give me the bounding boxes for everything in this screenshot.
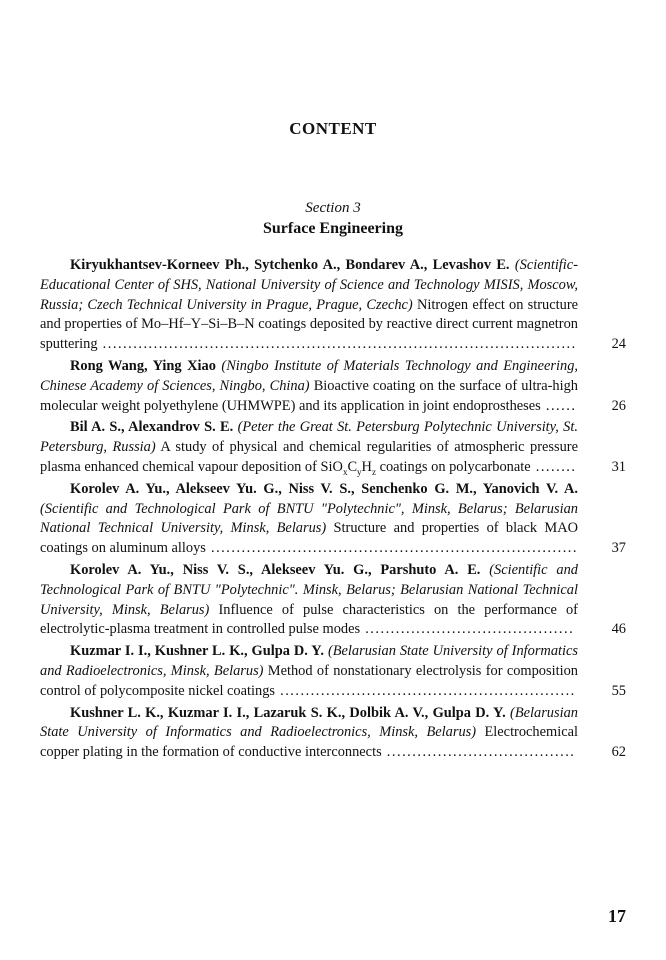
entry-authors: Kiryukhantsev-Korneev Ph., Sytchenko A., Bondarev A., Levashov E.: [70, 257, 510, 273]
toc-entry[interactable]: [40, 480, 626, 559]
entry-affiliation: (Scientific-Educational Center of SHS, National University of Science and Technology MISIS, Moscow, Russia; Czech Technical University in Prague, Prague, Czechc): [40, 257, 578, 313]
entry-affiliation: (Belarusian State University of Informatics and Radioelectronics, Minsk, Belarus): [40, 643, 578, 679]
entry-title: Electrochemical copper plating in the formation of conductive interconnects: [40, 724, 578, 761]
entry-authors: Rong Wang, Ying Xiao: [70, 357, 216, 374]
dot-leader: ......: [540, 397, 577, 414]
page-title: CONTENT: [289, 119, 377, 138]
entry-text: [40, 704, 578, 763]
entry-title: Method of nonstationary electrolysis for composition control of polycomposite nickel coatings: [40, 662, 578, 699]
entry-affiliation: (Peter the Great St. Petersburg Polytechnic University, St. Petersburg, Russia): [40, 419, 578, 456]
section-title: Surface Engineering: [263, 220, 403, 237]
dot-leader: ........................................................................: [205, 540, 579, 557]
entry-authors: Korolev A. Yu., Niss V. S., Alekseev Yu. G., Parshuto A. E.: [70, 561, 481, 578]
toc-entry[interactable]: [40, 704, 626, 763]
toc-entry[interactable]: [40, 642, 626, 701]
entry-authors: Kuzmar I. I., Kushner L. K., Gulpa D. Y.: [70, 643, 324, 660]
entry-authors: Korolev A. Yu., Alekseev Yu. G., Niss V. S., Senchenko G. M., Yanovich V. A.: [70, 480, 578, 497]
entry-authors: Bil A. S., Alexandrov S. E.: [70, 419, 234, 436]
toc-entry[interactable]: [40, 418, 626, 477]
entry-title: Nitrogen effect on structure and properties of Mo–Hf–Y–Si–B–N coatings deposited by reactive direct current magnetron sputtering: [40, 296, 579, 353]
table-of-contents: [40, 256, 626, 765]
entry-text: [40, 418, 578, 477]
entry-text: [40, 357, 578, 416]
dot-leader: .....................................: [381, 744, 576, 761]
entry-text: [40, 642, 578, 701]
entry-title: Influence of pulse characteristics on the performance of electrolytic-plasma treatment in controlled pulse modes: [40, 601, 578, 638]
entry-page: 55: [611, 682, 626, 699]
entry-page: 31: [611, 458, 626, 475]
section-label: Section 3: [305, 200, 361, 216]
entry-page: 26: [611, 397, 626, 414]
toc-entry[interactable]: [40, 256, 626, 355]
entry-affiliation: (Scientific and Technological Park of BNTU "Polytechnic", Minsk, Belarus; Belarusian National Technical University, Minsk, Belarus): [40, 500, 578, 537]
dot-leader: .........................................: [360, 621, 575, 638]
entry-title: Bioactive coating on the surface of ultra-high molecular weight polyethylene (UHMWPE) and its application in joint endoprostheses: [40, 377, 578, 414]
entry-affiliation: (Ningbo Institute of Materials Technology and Engineering, Chinese Academy of Sciences, Ningbo, China): [40, 357, 578, 394]
entry-page: 62: [611, 744, 626, 761]
dot-leader: ........: [530, 458, 577, 475]
entry-text: [40, 561, 578, 640]
entry-text: [40, 480, 578, 559]
entry-affiliation: (Scientific and Technological Park of BNTU "Polytechnic". Minsk, Belarus; Belarusian National Technical University, Minsk, Belarus): [40, 561, 578, 618]
entry-authors: Kushner L. K., Kuzmar I. I., Lazaruk S. K., Dolbik A. V., Gulpa D. Y.: [70, 704, 506, 721]
toc-entry[interactable]: [40, 561, 626, 640]
entry-page: 46: [611, 621, 626, 638]
dot-leader: .............................................................................................: [97, 336, 577, 353]
entry-page: 24: [611, 336, 626, 353]
entry-page: 37: [611, 540, 626, 557]
entry-title-tail: coatings on polycarbonate: [379, 458, 531, 475]
page-number: 17: [608, 906, 626, 926]
entry-title: Structure and properties of black MAO coatings on aluminum alloys: [40, 520, 578, 557]
chemical-formula: $SiO_xC_yH_z$: [320, 458, 376, 477]
entry-affiliation: (Belarusian State University of Informatics and Radioelectronics, Minsk, Belarus): [40, 704, 578, 741]
dot-leader: ..........................................................: [275, 682, 576, 699]
entry-text: [40, 256, 578, 355]
entry-title: A study of physical and chemical regularities of atmospheric pressure plasma enhanced chemical vapour deposition of: [40, 439, 578, 475]
toc-entry[interactable]: [40, 357, 626, 416]
